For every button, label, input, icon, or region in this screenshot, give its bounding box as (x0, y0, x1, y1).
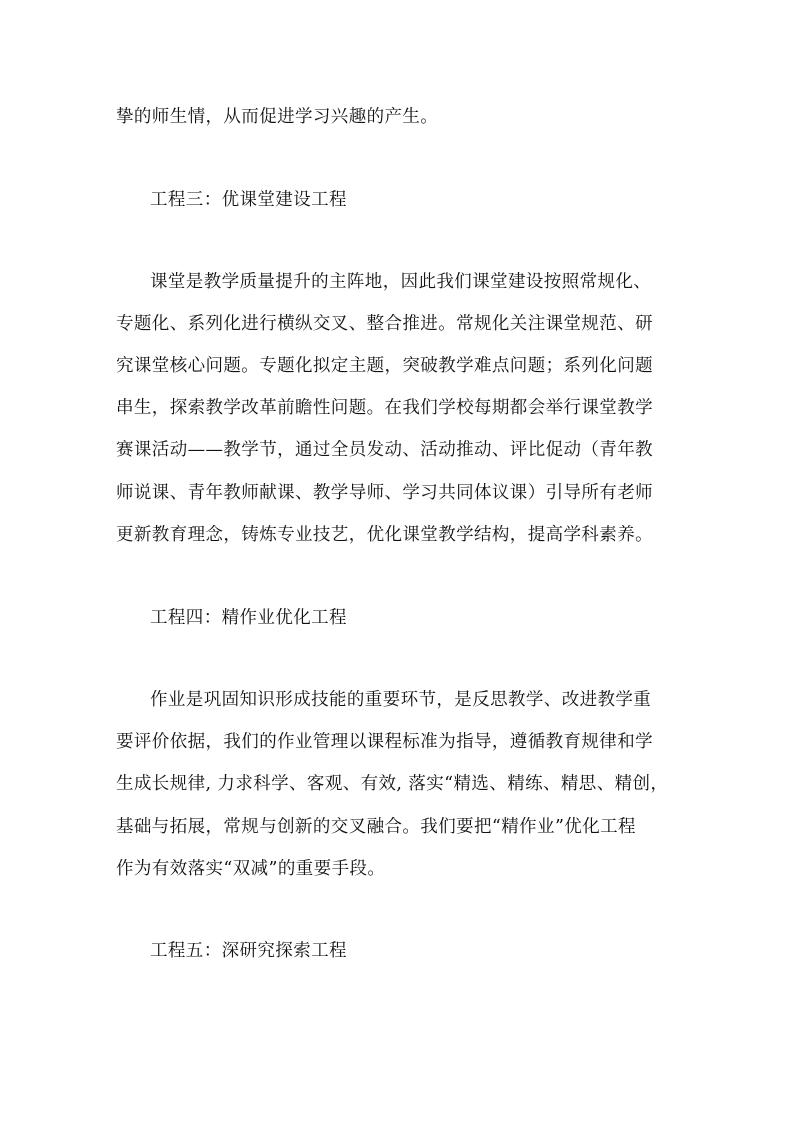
paragraph-line: 专题化、系列化进行横纵交叉、整合推进。常规化关注课堂规范、研 (116, 314, 653, 334)
paragraph-line: 作业是巩固知识形成技能的重要环节，是反思教学、改进教学重 (150, 690, 652, 710)
section-heading-5: 工程五：深研究探索工程 (150, 941, 347, 961)
section-heading-3: 工程三：优课堂建设工程 (150, 190, 347, 210)
paragraph-line: 基础与拓展，常规与创新的交叉融合。我们要把“精作业”优化工程 (116, 817, 636, 837)
paragraph-line: 作为有效落实“双减”的重要手段。 (116, 859, 386, 879)
paragraph-line: 要评价依据，我们的作业管理以课程标准为指导，遵循教育规律和学 (116, 732, 653, 752)
paragraph-line: 生成长规律, 力求科学、客观、有效, 落实“精选、精练、精思、精创， (116, 774, 669, 794)
paragraph-line: 究课堂核心问题。专题化拟定主题，突破教学难点问题；系列化问题 (116, 356, 653, 376)
paragraph-continuation-line: 挚的师生情，从而促进学习兴趣的产生。 (116, 107, 439, 127)
paragraph-line: 课堂是教学质量提升的主阵地，因此我们课堂建设按照常规化、 (150, 272, 652, 292)
section-heading-4: 工程四：精作业优化工程 (150, 608, 347, 628)
paragraph-line: 赛课活动——教学节，通过全员发动、活动推动、评比促动（青年教 (116, 440, 653, 460)
paragraph-line: 师说课、青年教师献课、教学导师、学习共同体议课）引导所有老师 (116, 483, 653, 503)
paragraph-line: 更新教育理念，铸炼专业技艺，优化课堂教学结构，提高学科素养。 (116, 525, 653, 545)
paragraph-line: 串生，探索教学改革前瞻性问题。在我们学校每期都会举行课堂教学 (116, 398, 653, 418)
